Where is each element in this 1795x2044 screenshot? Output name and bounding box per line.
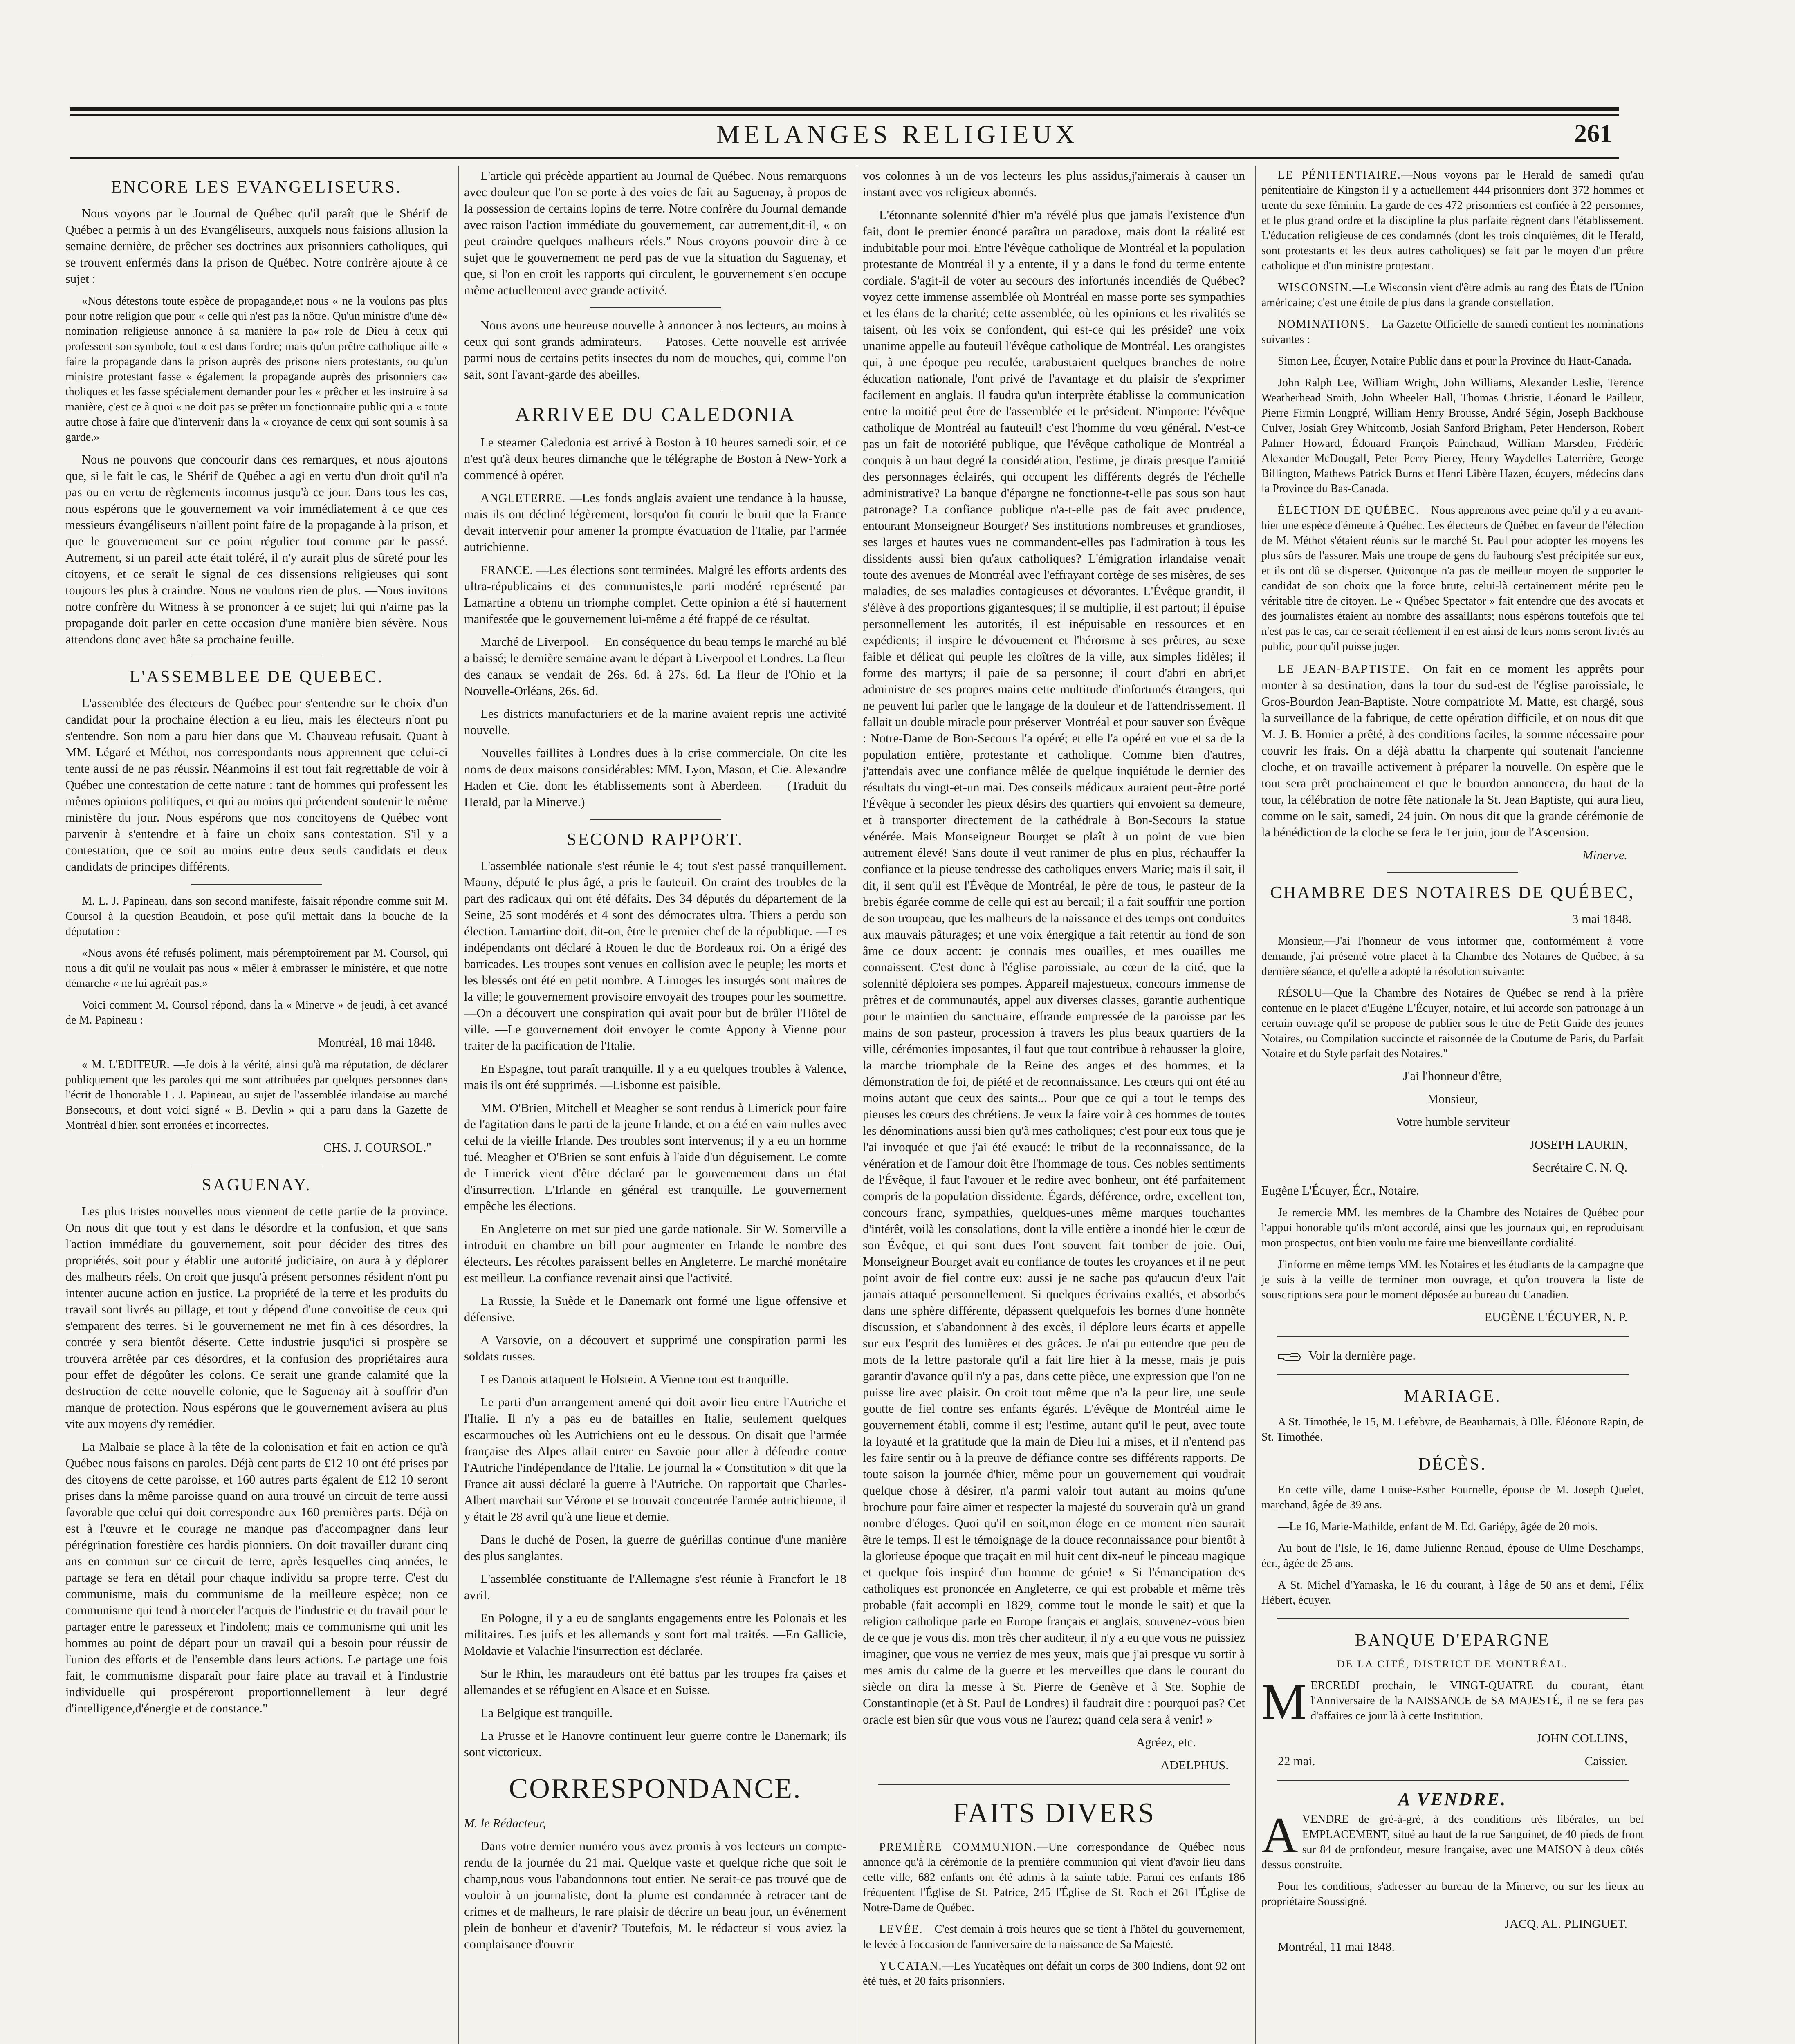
addressee: Eugène L'Écuyer, Écr., Notaire. [1261,1183,1420,1197]
source-credit: Minerve. [1582,848,1627,862]
dateline: 3 mai 1848. [1572,912,1631,926]
column-4 [1261,168,1644,2044]
article-paragraph: Sur le Rhin, les maraudeurs ont été battus par les troupes fra çaises et allemandes et se réfugient en Alsace et en Suisse. [464,1667,846,1697]
dateline [1261,1753,1627,1769]
news-item-lead: LEVÉE. [879,1923,923,1936]
letter-closing: Monsieur, [1427,1092,1478,1106]
news-item-text: —La Gazette Officielle de samedi contient les nominations suivantes : [1261,318,1644,346]
page-number: 261 [1574,120,1612,148]
section-heading: SECOND RAPPORT. [567,830,744,849]
news-item [1261,168,1644,273]
news-item [863,1840,1245,1915]
article-paragraph: Dans le duché de Posen, la guerre de guérillas continue d'une manière des plus sanglantes. [464,1533,846,1563]
news-item-text: —Nous voyons par le Herald de samedi qu'au pénitentiaire de Kingston il y a actuellement 444 prisonniers dont 372 hommes et trente du sexe féminin. La garde de ces 472 prisonniers est confiée à 22 personnes, et le plus grand ordre et la discipline la plus parfaite règnent dans l'établissement. L'éducation religieuse de ces condamnés (dont les trois cinquièmes, dit le Herald, sont protestants et les deux autres catholiques) se fait par le moyen d'un prêtre catholique et d'un ministre protestant. [1261,169,1644,272]
article-paragraph: En Angleterre on met sur pied une garde nationale. Sir W. Somerville a introduit en chambre un bill pour augmenter en Irlande le nombre des électeurs. Les récoltes paraissent belles en Angleterre. Le marché monétaire est meilleur. La confiance revenait ainsi que l'activité. [464,1222,846,1285]
letter-paragraph: Dans votre dernier numéro vous avez promis à vos lecteurs un compte-rendu de la journée du 21 mai. Quelque vaste et quelque riche que soit le champ,nous vous l'abandonnons tout entier. Ne serait-ce pas trouvé que de vouloir à un journaliste, dont la plume est condamnée à retracer tant de crimes et de malheurs, le rare plaisir de décrire un beau jour, un événement plein de bonheur et d'avenir? Toutefois, M. le rédacteur si vous aviez la complaisance d'ouvrir [464,1839,846,1951]
article-paragraph: La Prusse et le Hanovre continuent leur guerre contre le Danemark; ils sont victorieux. [464,1729,846,1759]
resolution-text: RÉSOLU—Que la Chambre des Notaires de Québec se rend à la prière contenue en le placet d'Eugène L'Écuyer, notaire, et lui accorde son patronage à un certain ouvrage qu'il se propose de publier sous le titre de Petit Guide des jeunes Notaires, ou Compilation succincte et raisonnée de la Coutume de Paris, du Parfait Notaire et du Style parfait des Notaires." [1261,987,1644,1060]
notice-entry: En cette ville, dame Louise-Esther Fournelle, épouse de M. Joseph Quelet, marchand, âgée de 39 ans. [1261,1484,1644,1511]
article-paragraph: La Russie, la Suède et le Danemark ont formé une ligue offensive et défensive. [464,1294,846,1324]
article-paragraph: Les plus tristes nouvelles nous viennent de cette partie de la province. On nous dit que tout y est dans le désordre et la confusion, et que sans l'action immédiate du gouvernement, soit pour décider des titres des propriétés, soit pour y établir une autorité judiciaire, on aura à y déplorer des malheurs réels. On croit que jusqu'à présent personnes résident n'ont pu intenter aucune action en justice. La propriété de la terre et les produits du travail sont livrés au pillage, et tout y dépend d'une convoitise de ceux qui s'emparent des terres. Si le gouvernement ne met fin à ces désordres, la contrée y sera bientôt déserte. Cette industrie jusqu'ici si prospère se trouvera arrêtée par ces désordres, et la confusion des propriétaires aura pour effet de dégoûter les colons. Ce serait une grande calamité que la destruction de cette nouvelle colonie, que le Saguenay ait à souffrir d'un manque de protection. Nous espérons que le gouvernement avisera au plus vite aux moyens d'y remédier. [65,1204,448,1431]
letter-paragraph: « M. L'EDITEUR. —Je dois à la vérité, ainsi qu'à ma réputation, de déclarer publiquement que les paroles qui me sont attribuées par quelques personnes dans l'écrit de l'honorable L. J. Papineau, au sujet de l'assemblée irlandaise au marché Bonsecours, et dont voici signé « B. Devlin » qui a paru dans la Gazette de Montréal d'hier, sont erronées et incorrectes. [65,1058,448,1132]
header-rule [70,157,1619,159]
column-1 [65,168,448,2044]
signature: JOHN COLLINS, [1537,1731,1627,1745]
column-3 [863,168,1245,2044]
article-paragraph: Nouvelles faillites à Londres dues à la crise commerciale. On cite les noms de deux maisons considérables: MM. Lyon, Mason, et Cie. Alexandre Haden et Cie. dont les établissements sont à Aberdeen. — (Traduit du Herald, par la Minerve.) [464,746,846,809]
news-item [863,1959,1245,1989]
section-heading: FAITS DIVERS [952,1797,1156,1829]
notice-entry: A St. Timothée, le 15, M. Lefebvre, de Beauharnais, à Dlle. Éléonore Rapin, de St. Timothée. [1261,1416,1644,1443]
separator [1387,872,1518,873]
advertisement-text [1261,1807,1644,1872]
signature: JACQ. AL. PLINGUET. [1504,1917,1627,1931]
section-heading: ARRIVEE DU CALEDONIA [515,403,796,426]
section-heading: BANQUE D'EPARGNE [1355,1631,1550,1650]
article-paragraph: L'assemblée nationale s'est réunie le 4; tout s'est passé tranquillement. Mauny, député le plus âgé, a pris le fauteuil. On craint des troubles de la part des radicaux qui ont été défaits. Des 34 députés du département de la Seine, 25 sont modérés et 4 sont des démocrates ultra. Thiers a perdu son élection. Lamartine doit, dit-on, être le premier chef de la république. —Les indépendants ont déclaré à Rouen le duc de Bordeaux roi. On a érigé des barricades. Les troupes sont venues en collision avec le peuple; les morts et les blessés ont été en petit nombre. A Limoges les insurgés sont maîtres de la ville; le gouvernement provisoire envoyait des troupes pour les soumettre. —On a découvert une conspiration qui avait pour but de brûler l'Hôtel de ville. —Le gouvernement doit envoyer le comte Appony à Vienne pour traiter de la pacification de l'Italie. [464,859,846,1053]
column-divider [1255,166,1256,2044]
signature-title: Caissier. [1584,1754,1627,1768]
article-paragraph: M. L. J. Papineau, dans son second manifeste, faisait répondre comme suit M. Coursol à la question Beaudoin, et pose qu'il mettait dans la bouche de la députation : [65,895,448,938]
section-heading: A VENDRE. [1398,1789,1507,1809]
article-paragraph: Le parti d'un arrangement amené qui doit avoir lieu entre l'Autriche et l'Italie. Il n'y a pas eu de batailles en Italie, seulement quelques escarmouches où les Autrichiens ont eu le dessous. On disait que l'armée française des Alpes allait entrer en Savoie pour aller à défendre contre l'Autriche l'indépendance de l'Italie. Le journal la « Constitution » dit que la France ait aussi déclaré la guerre à l'Autriche. On rapportait que Charles-Albert marchait sur Vérone et se trouvait concentrée l'armée autrichienne, il y était le 28 avril qu'à une lieue et demie. [464,1395,846,1524]
column-divider [458,166,459,2044]
news-item-text: —Une correspondance de Québec nous annonce qu'à la cérémonie de la première communion qui vient d'avoir lieu dans cette ville, 682 enfants ont été admis à la sainte table. Parmi ces enfants 186 fréquentent l'Église de St. Patrice, 245 l'Église de St. Roch et 261 l'Église de Notre-Dame de Québec. [863,1841,1245,1914]
column-2 [464,168,846,2044]
separator [590,819,721,820]
running-title: MELANGES RELIGIEUX [716,120,1079,149]
news-item-text: —Les Yucatèques ont défait un corps de 300 Indiens, dont 92 ont été tués, et 20 faits prisonniers. [863,1960,1245,1988]
letter-closing: J'ai l'honneur d'être, [1403,1069,1502,1083]
quoted-paragraph: «Nous détestons toute espèce de propagande,et nous « ne la voulons pas plus pour notre religion que pour « celle qui n'est pas la nôtre. Qu'un ministre d'une dé« nomination religieuse annonce à sa manière la pa« role de Dieu à ceux qui professent son symbole, tout « est dans l'ordre; mais qu'un prêtre catholique aille « faire la propagande dans la prison auprès des prison« niers protestants, ou qu'un ministre protestant fasse « également la propagande auprès des prisonniers ca« tholiques et les fasse spécialement demander pour les « prêcher et les instruire à sa manière, c'est ce à quoi « ne doit pas se prêter un fonctionnaire public qui a « toute autre chose à faire que d'intervenir dans la « croyance de ceux qui sont soumis à sa garde.» [65,295,448,444]
signature-title: Secrétaire C. N. Q. [1532,1161,1627,1174]
advertisement-text: Pour les conditions, s'adresser au bureau de la Minerve, ou sur les lieux au propriétaire Soussigné. [1261,1880,1644,1908]
signature: JOSEPH LAURIN, [1530,1138,1627,1152]
section-heading: CHAMBRE DES NOTAIRES DE QUÉBEC, [1270,883,1635,902]
dateline: Montréal, 18 mai 1848. [318,1035,435,1049]
advertisement-text [1261,1674,1644,1730]
article-paragraph: En Pologne, il y a eu de sanglants engagements entre les Polonais et les militaires. Les juifs et les allemands y sont fort mal traités. —En Gallicie, Moldavie et Valachie l'insurrection est déclarée. [464,1611,846,1658]
pointing-hand-icon [1278,1351,1301,1363]
drop-cap: M [1261,1674,1307,1730]
separator [1277,1618,1629,1619]
article-paragraph: Nous ne pouvons que concourir dans ces remarques, et nous ajoutons que, si le fait le cas, le Shérif de Québec a agi en vertu d'un droit qu'il n'a pas ou en vertu de règlements inconnus jusqu'à ce jour. Dans tous les cas, nous espérons que le gouvernement va voir immédiatement à ce que ces messieurs évangéliseurs n'aillent point faire de la propagande à la prison, et que le gouvernement sur ce point régulier tout comme par le passé. Autrement, si un pareil acte était toléré, il n'y aurait plus de sûreté pour les citoyens, et ce serait le signal de ces dissensions religieuses qui sont toujours les plus à craindre. Nous ne voulons rien de plus. —Nous invitons notre confrère du Witness à se prononcer à ce sujet; lui qui n'aime pas la propagande doit parler en cette occasion d'une manière bien sévère. Nous attendons donc avec hâte sa prochaine feuille. [65,453,448,646]
top-rule-thin [70,114,1619,116]
signature: EUGÈNE L'ÉCUYER, N. P. [1484,1310,1627,1324]
section-heading: ENCORE LES EVANGELISEURS. [111,178,402,197]
notice-date: 22 mai. [1278,1754,1315,1768]
signature: ADELPHUS. [1160,1758,1229,1772]
letter-paragraph: Monsieur,—J'ai l'honneur de vous informer que, conformément à votre demande, j'ai présenté votre placet à la Chambre des Notaires de Québec, à sa dernière séance, et qu'elle a adopté la résolution suivante: [1261,935,1644,978]
news-item-text: —C'est demain à trois heures que se tient à l'hôtel du gouvernement, le levée à l'occasion de l'anniversaire de la naissance de Sa Majesté. [863,1923,1245,1951]
letter-closing: Votre humble serviteur [1396,1115,1510,1129]
news-item-lead: PREMIÈRE COMMUNION. [879,1841,1037,1853]
article-paragraph: Les districts manufacturiers et de la marine avaient repris une activité nouvelle. [464,707,846,737]
news-item-lead: ÉLECTION DE QUÉBEC. [1278,504,1420,517]
page-reference [1261,1347,1644,1364]
news-item-lead: LE JEAN-BAPTISTE. [1278,662,1411,676]
letter-paragraph: L'étonnante solennité d'hier m'a révélé plus que jamais l'existence d'un fait, dont le premier énoncé paraîtra un paradoxe, mais dont la réalité est indubitable pour moi. Entre l'évêque catholique de Montréal et la population protestante de Montréal il y a entente, il y a dans le fond du terme entente cordiale. S'agit-il de voter au secours des infortunés incendiés de Québec? voyez cette immense assemblée où Montréal en masse porte ses sympathies et les élans de la charité; cette assemblée, où les opinions et les rivalités se taisent, où les voix se confondent, qui est-ce qui les préside? une voix unanime appelle au fauteuil l'évêque catholique de Montréal. Les orangistes qui, à une époque peu reculée, tarabustaient quelques branches de notre éducation nationale, l'ont privé de l'avantage et du plaisir de s'exprimer facilement en anglais. Il faudra qu'un interprète établisse la communication entre la moitié peut être de l'assemblée et le président. N'importe: l'évêque catholique de Montréal au fauteuil! c'est l'homme du vœu général. N'est-ce pas un fait de notoriété publique, que l'évêque catholique de Montréal a conquis à un haut degré la considération, l'estime, je dirais presque l'amitié des personnages éclairés, qui occupent les différents degrés de l'échelle administrative? La banque d'épargne ne fonctionne-t-elle pas sous son haut patronage? La confiance publique n'a-t-elle pas de fait avec prudence, entourant Monseigneur Bourget? Ses institutions nombreuses et grandioses, ses larges et hautes vues ne commandent-elles pas l'admiration à tous les dissidents aussi bien qu'aux catholiques? L'émigration irlandaise venait toute des avenues de Montréal avec l'effrayant cortège de ses misères, de ses maladies, de ses maladies contagieuses et dévorantes. L'Évêque grandit, il s'élève à des proportions gigantesques; il se multiplie, il est partout; il épuise personnellement les autorités, il est inépuisable en ressources et en expédients; il inspire le dévouement et l'héroïsme à ses prêtres, au sexe faible et délicat qui peuple les cloîtres de la ville, aux simples fidèles; il forme des martyrs; il paie de sa personne; il court d'abri en abri,et administre de ses propres mains cette multitude d'infortunés étrangers, qui ne peuvent lui parler que le langage de la douleur et de l'attendrissement. Il fallait un double miracle pour préserver Montréal et pour sauver son Évêque : Notre-Dame de Bon-Secours l'a opéré; et elle l'a opéré en vue et sa de la population entière, protestante et catholique. Comme bien d'autres, j'attendais avec une confiance mêlée de quelque inquiétude le dernier des résultats du vingt-et-un mai. Des conseils médicaux auraient peut-être porté l'Évêque à seconder les pieux désirs des quartiers qui envoient sa demeure, et à transporter directement de la cathédrale à Bon-Secours la statue vénérée. Mais Monseigneur Bourget se plaît à un point de vue bien autrement élevé! Sans doute il veut ranimer de plus en plus, réchauffer la confiance et la pieuse tendresse des catholiques envers Marie; mais il sait, il dit, il sent qu'il est l'Évêque de Montréal, le père de tous, le pasteur de la brebis égarée comme de celle qui est au bercail; il a fait souffrir une portion de son troupeau, que les malheurs de la naissance et des temps ont conduites aux mauvais pâturages; et une voix énergique a fait retentir au fond de son âme ce doux accent: je connais mes ouailles, et mes ouailles me connaissent. C'est donc à l'église paroissiale, au cœur de la cité, que la solennité déploiera ses pompes. Appareil majestueux, concours immense de prêtres et de communautés, appel aux diverses classes, garantie authentique pour le maintien du sanctuaire, effrande empressée de la paroisse par les mains de son pasteur, procession à travers les plus beaux quartiers de la ville, cérémonies imposantes, il faut que tout contribue à rehausser la gloire, la marche triomphale de la Reine des anges et des hommes, et la démonstration de foi, de piété et de reconnaissance. Les cœurs qui ont été au moins autant que ceux des saints... Pour que ce qui a tout le temps des pieuses les cœurs des chrétiens. Je veux la faire voir à ces hommes de toutes les dénominations aussi bien qu'à mes catholiques; c'est pour eux tous que je l'ai invoquée et que j'ai été exaucé: le tribut de la reconnaissance, de la vénération et de l'amour doit être l'hommage de tous. Ces nobles sentiments de l'Évêque, il faut l'avouer et le redire avec bonheur, ont été parfaitement compris de la population dissidente. Égards, déférence, ordre, excellent ton, concours franc, sympathies, quelques-unes même marques touchantes d'intérêt, voilà les consolations, dont la ville entière a inondé hier le cœur de son Évêque, et qui sont dues l'ont souvent fait tomber de joie. Oui, Monseigneur Bourget avait eu confiance de toutes les croyances et il ne peut point avoir de fiel contre eux: aussi je ne sache pas qu'aucun d'eux l'ait jamais attaqué personnellement. Si quelques écrivains exaltés, et absorbés dans une sphère différente, dépassent quelquefois les bornes d'une honnête discussion, et s'abandonnent à des excès, il déplore leurs écarts et appelle sur eux l'esprit des lumières et des grâces. Je n'ai pu entendre que peu de mots de la lettre pastorale qu'il a fait lire hier à la messe, mais je puis garantir d'avance qu'il n'y a pas, dans cette pièce, une expression que l'on ne puisse lire avec plaisir. On croit tout même que n'a la peur lire, une seule goutte de fiel contre ses enfants égarés. L'évêque de Montréal aime le gouvernement établi, comme il est; l'estime, autant qu'il le peut, avec toute la loyauté et la gratitude que la main de Dieu lui a mises, et il n'entend pas les faire sentir ou à la preuve de défiance contre ses différents rapports. De toute saison la journée d'hier, même pour un gouvernement qui voudrait quelque chose à désirer, n'a parmi valoir tout autant au moins qu'une brochure pour faire aimer et respecter la majesté du souverain qu'à un grand nombre d'éloges. Quoi qu'il en soit,mon éloge en ce moment n'en saurait être le temps. Il est le témoignage de la douce reconnaissance pour bientôt à la glorieuse époque que traçait en mil huit cent dix-neuf le pinceau magique et quelque fois inspiré d'un homme de génie! « Si l'émancipation des catholiques est prononcée en Angleterre, ce qui est probable et même très probable (fait accompli en 1829, comme tout le monde le sait) et que la religion catholique parle en Europe français et anglais, souvenez-vous bien de ce que je vous dis. mon très cher auditeur, il n'y a eu que vous ne puissiez imaginer, que vous ne verriez de mes yeux, mais que j'ai presque vu sortir à mes amis du calme de la guerre et les merveilles que dans le courant du siècle on dira la messe à St. Pierre de Genève et à Ste. Sophie de Constantinople (et à St. Paul de Londres) il faudrait dire : pourquoi pas? Cet oracle est bien sûr que vous vous ne l'aurez; quand cela sera à venir! » [863,208,1245,1726]
section-heading: DÉCÈS. [1418,1455,1487,1474]
separator [191,884,322,885]
news-item [1261,661,1644,840]
article-paragraph: Les Danois attaquent le Holstein. A Vienne tout est tranquille. [480,1372,789,1386]
news-item-text: —Le Wisconsin vient d'être admis au rang des États de l'Union américaine; c'est une étoile de plus dans la grande constellation. [1261,281,1644,309]
section-heading: CORRESPONDANCE. [509,1773,802,1804]
article-paragraph: Voici comment M. Coursol répond, dans la « Minerve » de jeudi, à cet avancé de M. Papineau : [65,999,448,1026]
news-item-lead: NOMINATIONS. [1278,318,1370,331]
separator [878,1784,1230,1785]
letter-paragraph: vos colonnes à un de vos lecteurs les plus assidus,j'aimerais à causer un instant avec vos religieux abonnés. [863,169,1245,199]
signature: CHS. J. COURSOL." [323,1141,431,1154]
article-paragraph: Nous voyons par le Journal de Québec qu'il paraît que le Shérif de Québec a permis à un des Evangéliseurs, auxquels nous faisions allusion la semaine dernière, de prêcher ses doctrines aux prisonniers catholiques, qui se trouvent enfermés dans la prison de Québec. Notre confrère ajoute à ce sujet : [65,206,448,286]
article-paragraph: A Varsovie, on a découvert et supprimé une conspiration parmi les soldats russes. [464,1333,846,1363]
news-item-text: —On fait en ce moment les apprêts pour monter à sa destination, dans la tour du sud-est de l'église paroissiale, le Gros-Bourdon Jean-Baptiste. Notre compatriote M. Matte, est chargé, sous la surveillance de la fabrique, de cette opération difficile, et on nous dit que M. J. B. Homier a prêté, à des conditions faciles, la somme nécessaire pour couvrir les frais. On a déjà abattu la charpente qui soutenait l'ancienne cloche, et on travaille activement à préparer la nouvelle. On espère que le tout sera prêt prochainement et que le bourdon annoncera, du haut de la tour, la célébration de notre fête nationale la St. Jean Baptiste, qui aura lieu, comme on le sait, samedi, 24 juin. On nous dit que la grande cérémonie de la bénédiction de la cloche se fera le 1er juin, jour de l'Ascension. [1261,662,1644,839]
letter-paragraph: J'informe en même temps MM. les Notaires et les étudiants de la campagne que je suis à la veille de terminer mon ouvrage, et qu'on trouvera la liste de souscriptions sera pour le moment déposée au bureau du Canadien. [1261,1258,1644,1301]
news-item [1261,503,1644,654]
quoted-paragraph: «Nous avons été refusés poliment, mais péremptoirement par M. Coursol, qui nous a dit qu'il ne voulait pas nous « mêler à embrasser le ministère, et que notre démarche « ne lui agréait pas.» [65,947,448,990]
article-paragraph: L'assemblée constituante de l'Allemagne s'est réunie à Francfort le 18 avril. [464,1572,846,1602]
letter-closing: Agréez, etc. [1136,1735,1196,1749]
separator [590,307,721,308]
article-paragraph: La Malbaie se place à la tête de la colonisation et fait en action ce qu'à Québec nous faisons en paroles. Déjà cent parts de £12 10 ont été prises par des citoyens de cette paroisse, et 160 autres parts égalent de £12 10 seront prises dans la même paroisse quand on aura trouvé un circuit de terre aussi favorable que celui qui doit correspondre aux 160 premières parts. Déjà on est à l'œuvre et le courage ne manque pas d'accompagner dans leur pérégrination forestière ces hardis pionniers. On doit travailler durant cinq ans en commun sur ce circuit de terre, après lesquelles cinq années, le partage se fera en détail pour chaque individu sa propre terre. C'est du communisme, mais du communisme de la meilleure espèce; non ce communisme qui tend à morceler l'acquis de l'industrie et du travail pour le partager entre le paresseux et l'indolent; mais ce communisme qui unit les hommes au point de départ pour un travail qui a besoin pour réussir de l'union des efforts et de l'ensemble dans leurs actions. Le partage une fois fait, le communisme disparaît pour faire place au travail et à l'industrie individuelle qui prospéreront proportionnellement à leur degré d'intelligence,d'énergie et de constance." [65,1440,448,1715]
letter-paragraph: Je remercie MM. les membres de la Chambre des Notaires de Québec pour l'appui honorable qu'ils m'ont accordé, ainsi que les journaux qui, en reproduisant mon prospectus, ont bien voulu me faire une bienveillante cordialité. [1261,1206,1644,1249]
page-reference-text: Voir la dernière page. [1308,1349,1416,1363]
news-item [1261,280,1644,310]
advertisement-body: ERCREDI prochain, le VINGT-QUATRE du courant, étant l'Anniversaire de la NAISSANCE de SA MAJESTÉ, il ne se fera pas d'affaires ce jour là à cette Institution. [1310,1679,1644,1722]
article-paragraph: Nous avons une heureuse nouvelle à annoncer à nos lecteurs, au moins à ceux qui sont grands admirateurs. — Patoses. Cette nouvelle est arrivée parmi nous de certains petits insectes du nom de mouches, qui, comme l'on sait, sont l'avant-garde des abeilles. [464,318,846,381]
notice-entry: Au bout de l'Isle, le 16, dame Julienne Renaud, épouse de Ulme Deschamps, écr., âgée de 25 ans. [1261,1542,1644,1570]
article-paragraph: Le steamer Caledonia est arrivé à Boston à 10 heures samedi soir, et ce n'est qu'à deux heures dimanche que le télégraphe de Boston à New-York a commencé à opérer. [464,435,846,482]
article-paragraph: FRANCE. —Les élections sont terminées. Malgré les efforts ardents des ultra-républicains et des communistes,le parti modéré représenté par Lamartine a obtenu un triomphe complet. Cette opinion a été si hautement manifestée que le gouvernement lui-même a été frappé de ce résultat. [464,563,846,626]
advertisement-body: VENDRE de gré-à-gré, à des conditions très libérales, un bel EMPLACEMENT, situé au haut de la rue Sanguinet, de 40 pieds de front sur 84 de profondeur, mesure française, avec une MAISON à deux côtés dessus construite. [1261,1813,1644,1871]
news-item [863,1922,1245,1952]
nomination-entry: John Ralph Lee, William Wright, John Williams, Alexander Leslie, Terence Weatherhead Smith, John Wheeler Hall, Thomas Christie, Léonard le Pailleur, Pierre Firmin Longpré, William Henry Brousse, André Ségin, Joseph Backhouse Culver, Josiah Grey Whitcomb, Josiah Sanford Brigham, Peter Henderson, Robert Palmer Howard, Édouard François Painchaud, William Marsden, Frédéric Alexander McDougall, Peter Perry Pierey, Henry Waydelles Laterrière, George Billington, Mathews Patrick Burns et Henri Libère Hazen, écuyers, médecins dans la Province du Bas-Canada. [1261,377,1644,495]
article-paragraph: Marché de Liverpool. —En conséquence du beau temps le marché au blé a baissé; le dernière semaine avant le départ à Liverpool et Londres. La fleur des canaux se vendait de 26s. 6d. à 27s. 6d. La fleur de l'Ohio et la Nouvelle-Orléans, 26s. 6d. [464,635,846,698]
separator [1277,1780,1629,1781]
news-item-lead: YUCATAN. [879,1960,942,1972]
notice-entry: A St. Michel d'Yamaska, le 16 du courant, à l'âge de 50 ans et demi, Félix Hébert, écuyer. [1261,1579,1644,1607]
news-item [1261,317,1644,347]
separator [1277,1336,1629,1337]
news-item-lead: WISCONSIN. [1278,281,1353,294]
article-paragraph: ANGLETERRE. —Les fonds anglais avaient une tendance à la hausse, mais ils ont décliné légèrement, lorsqu'on fit courir le bruit que la France devait intervenir pour amener la prompte évacuation de l'Italie, par l'armée autrichienne. [464,491,846,554]
drop-cap: A [1261,1807,1298,1863]
section-heading: SAGUENAY. [202,1176,312,1195]
notice-entry: —Le 16, Marie-Mathilde, enfant de M. Ed. Gariépy, âgée de 20 mois. [1278,1520,1598,1533]
section-subheading: DE LA CITÉ, DISTRICT DE MONTRÉAL. [1337,1658,1568,1670]
news-item-text: —Nous apprenons avec peine qu'il y a eu avant-hier une espèce d'émeute à Québec. Les électeurs de Québec en faveur de l'élection de M. Méthot s'étaient réunis sur le marché St. Paul pour adopter les moyens les plus sûrs de l'assurer. Mais une troupe de gens du faubourg s'est précipitée sur eux, et ils ont dû se disperser. Quiconque n'a pas de meilleur moyen de supporter le candidat de son choix que la force brute, celui-là certainement mérite peu le véritable titre de citoyen. Le « Québec Spectator » fait entendre que des avocats et des journalistes étaient au nombre des assaillants; nous espérons toutefois que tel n'est pas le cas, car ce serait réellement il en est ainsi de leurs noms seront livrés au public, pour qu'il puisse juger. [1261,504,1644,653]
section-heading: L'ASSEMBLEE DE QUEBEC. [129,668,384,686]
salutation: M. le Rédacteur, [464,1816,546,1830]
article-paragraph: La Belgique est tranquille. [480,1706,613,1720]
separator [1277,1374,1629,1375]
article-paragraph: En Espagne, tout paraît tranquille. Il y a eu quelques troubles à Valence, mais ils ont été supprimés. —Lisbonne est paisible. [464,1062,846,1092]
article-paragraph: L'article qui précède appartient au Journal de Québec. Nous remarquons avec douleur que l'on se porte à des voies de fait au Saguenay, à propos de la possession de certains lopins de terre. Notre confrère du Journal demande avec raison l'action immédiate du gouvernement, car autrement,dit-il, « on peut craindre quelques malheurs réels." Nous croyons pouvoir dire à ce sujet que le gouvernement ne perd pas de vue la situation du Saguenay, et que, si l'on en croit les rapports qui circulent, le gouvernement s'en occupe même actuellement avec grande activité. [464,169,846,297]
dateline: Montréal, 11 mai 1848. [1278,1940,1395,1954]
top-rule [70,107,1619,111]
section-heading: MARIAGE. [1404,1387,1501,1406]
article-paragraph: L'assemblée des électeurs de Québec pour s'entendre sur le choix d'un candidat pour la prochaine élection a eu lieu, mais les électeurs n'ont pu s'entendre. Son nom a paru hier dans que M. Chauveau refusait. Quant à MM. Légaré et Méthot, nos correspondants nous apprennent que celui-ci tente aussi de ne pas réussir. Néanmoins il est tout fait regrettable de voir à Québec une contestation de cette nature : tant de hommes qui professent les mêmes opinions politiques, et qui au moins qui prétendent soutenir le même ministère du jour. Nous espérons que nos concitoyens de Québec vont parvenir à s'entendre et à faire un choix sans contestation. S'il y a contestation, que ce soit au moins entre deux seuls candidats et deux candidats de principes différents. [65,696,448,874]
news-item-lead: LE PÉNITENTIAIRE. [1278,169,1401,182]
article-paragraph: MM. O'Brien, Mitchell et Meagher se sont rendus à Limerick pour faire de l'agitation dans le parti de la jeune Irlande, et on a été en vain nulles avec celui de la vieille Irlande. Des troubles sont intervenus; il y a eu un homme tué. Meagher et O'Brien se sont enfuis à l'aide d'un déguisement. Le comte de Limerick vient d'être déclaré par le gouvernement dans un état d'insurrection. L'Irlande en général est tranquille. Le gouvernement empêche les élections. [464,1101,846,1213]
nomination-entry: Simon Lee, Écuyer, Notaire Public dans et pour la Province du Haut-Canada. [1278,355,1632,368]
